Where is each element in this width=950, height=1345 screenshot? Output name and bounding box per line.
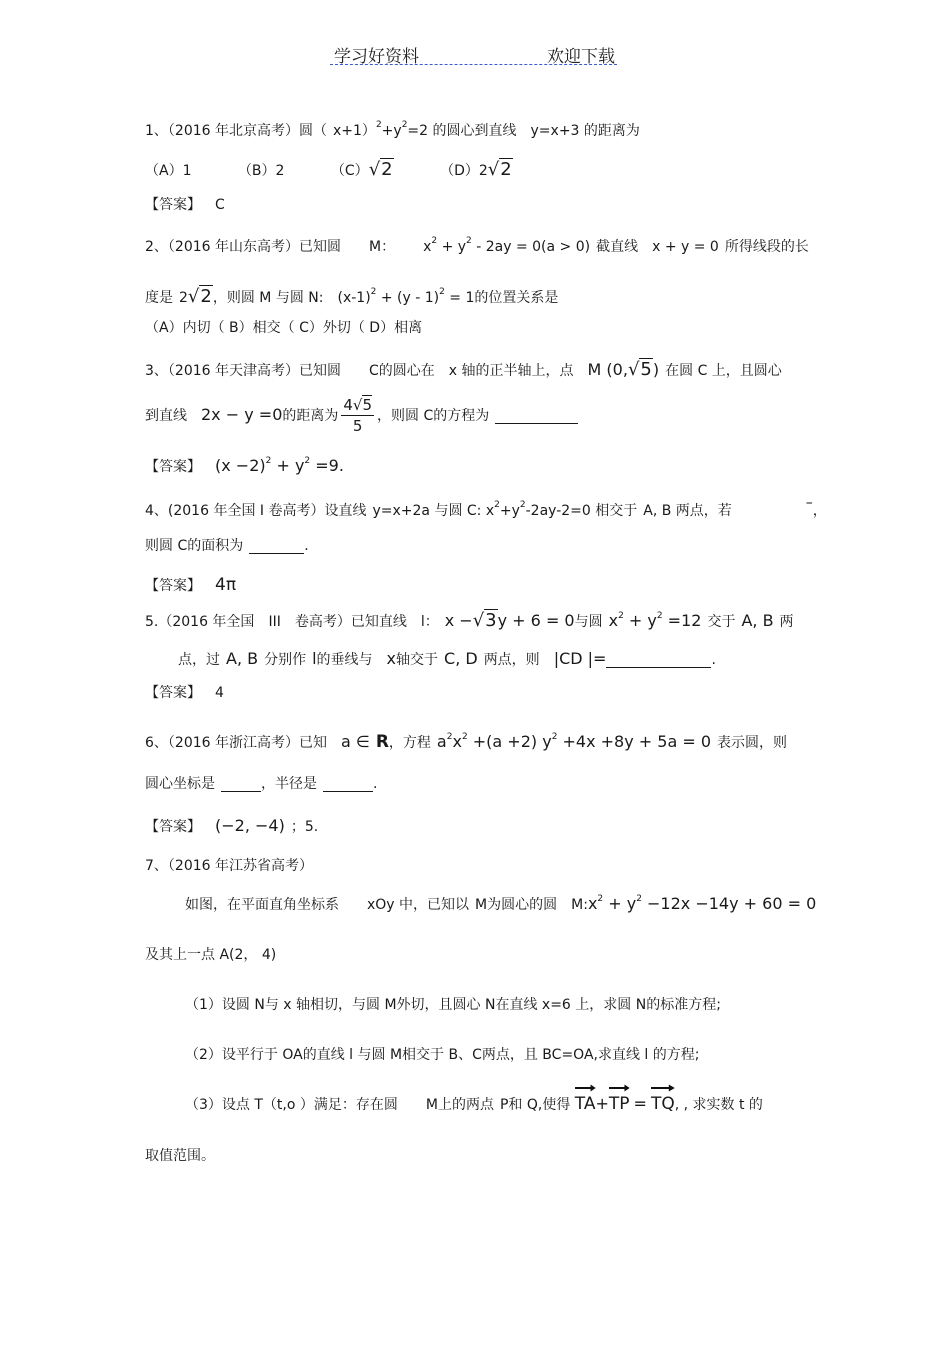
q1-answer-line: 【答案】 C (145, 197, 225, 213)
q7-subquestion-3: （3）设点 T（t,o ）满足：存在圆 M上的两点 P和 Q,使得 TA+ TP = TQ, , 求实数 t 的 (185, 1096, 763, 1113)
q5-line-2: 点，过 A, B 分别作 l的垂线与 x轴交于 C, D 两点，则 |CD |= . (178, 649, 716, 668)
q6-line-2: 圆心坐标是 ，半径是 . (145, 776, 378, 792)
q1-option-a: （A）1 (145, 163, 192, 179)
sqrt-2: √2 (187, 286, 212, 307)
q4-line-2: 则圆 C的面积为 . (145, 538, 309, 554)
page-header (330, 40, 617, 65)
q6-line-1: 6、（2016 年浙江高考）已知 a ∈ R，方程 $a^2x^2 +(a +2)$ $y^2 +4x +8y + 5a = 0$ 表示圆，则 (145, 732, 788, 752)
sqrt-5: √5 (627, 359, 652, 380)
q1-option-b: （B）2 (237, 163, 285, 179)
q7-title: 7、（2016 年江苏省高考） (145, 858, 313, 874)
q7-subquestion-1: （1）设圆 N与 x 轴相切，与圆 M外切，且圆心 N在直线 x=6 上，求圆 N的标准方程; (185, 997, 721, 1013)
answer-blank[interactable] (495, 409, 578, 424)
q3-line-1: 3、（2016 年天津高考）已知圆 C的圆心在 x 轴的正半轴上，点 M (0,√5) 在圆 C 上，且圆心 (145, 359, 782, 380)
vector-ta: TA (575, 1096, 596, 1113)
q5-answer-line: 【答案】 4 (145, 685, 224, 701)
q2-stem-line: 2、（2016 年山东高考）已知圆 M： $x^2 + y^2 - 2ay = 0(a > 0)$ 截直线 x + y = 0 所得线段的长 (145, 236, 809, 255)
q3-line-2: 到直线 2x − y =0的距离为 $\frac{4√5}{5}$ ，则圆 C的方程为 (145, 398, 578, 434)
fraction-4sqrt5-over-5: $\frac{4√5}{5}$ (343, 396, 373, 435)
q1-option-c: （C） (330, 163, 369, 179)
q1-stem-line: 1、（2016 年北京高考）圆（ $x+1)^2+y^2=2$ 的圆心到直线 y=x+3 的距离为 (145, 120, 640, 139)
answer-blank[interactable] (606, 653, 711, 668)
q7-paragraph-2: 及其上一点 A(2， 4) (145, 947, 277, 963)
q2-options-line: （A）内切（ B）相交（ C）外切（ D）相离 (145, 320, 423, 336)
q2-line-2: 度是 2√2，则圆 M 与圆 N: $(x-1)^2 + (y - 1)^2 = 1$的位置关系是 (145, 286, 559, 307)
q3-answer-line: 【答案】 $(x -2)^2 + y^2 =9$. (145, 456, 344, 475)
q7-subquestion-3-cont: 取值范围。 (145, 1148, 215, 1164)
header-left-text: 学习好资料 (334, 47, 419, 67)
answer-blank[interactable] (249, 539, 304, 554)
answer-blank[interactable] (323, 777, 373, 792)
sqrt-2: √2 (368, 159, 393, 180)
q5-line-1: 5.（2016 年全国 III 卷高考）已知直线 l： x −√3y + 6 = 0与圆 $x^2 + y^2 =12$ 交于 A, B 两 (145, 610, 794, 631)
q6-answer-line: 【答案】 (−2, −4) ；5. (145, 816, 319, 835)
q4-answer-line: 【答案】 4π (145, 575, 237, 595)
vector-tq: TQ (651, 1096, 675, 1113)
vector-tp: TP (609, 1096, 630, 1113)
sqrt-3: √3 (472, 610, 497, 631)
sqrt-2: √2 (487, 159, 512, 180)
q1-options-line (145, 161, 513, 179)
answer-blank[interactable] (221, 777, 261, 792)
q4-line-1: 4、(2016 年全国 I 卷高考）设直线 y=x+2a 与圆 C: $x^2+y^2-2ay-2=0$ 相交于 A, B 两点，若 –， (145, 495, 827, 519)
q1-option-d: （D）2 (440, 163, 488, 179)
header-right-text: 欢迎下载 (547, 47, 615, 67)
q7-subquestion-2: （2）设平行于 OA的直线 l 与圆 M相交于 B、C两点，且 BC=OA,求直线 l 的方程; (185, 1047, 700, 1063)
q7-paragraph-1: 如图，在平面直角坐标系 xOy 中，已知以 M为圆心的圆 $M:x^2 + y^2 -12x -14y + 60 = 0$ (185, 894, 817, 913)
